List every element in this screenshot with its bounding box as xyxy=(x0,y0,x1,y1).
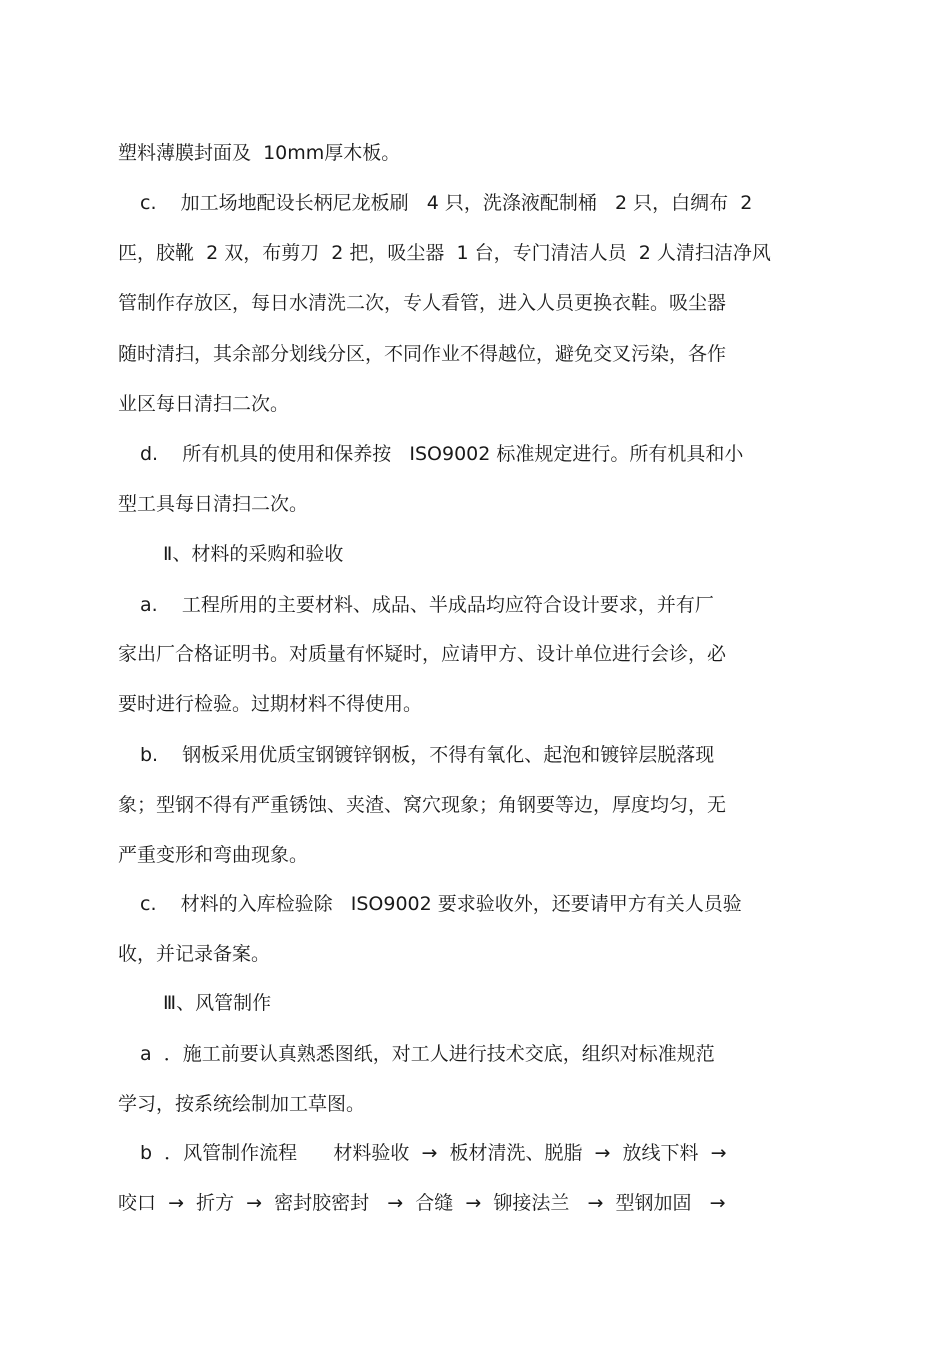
text-line: 要时进行检验。过期材料不得使用。 xyxy=(118,693,423,715)
text-line: 型工具每日清扫二次。 xyxy=(118,493,309,515)
section-heading: Ⅱ、材料的采购和验收 xyxy=(163,543,344,565)
section-heading: Ⅲ、风管制作 xyxy=(163,992,272,1014)
text-line: 学习，按系统绘制加工草图。 xyxy=(118,1093,366,1115)
text-line: 塑料薄膜封面及 10mm厚木板。 xyxy=(118,142,401,164)
text-line: 严重变形和弯曲现象。 xyxy=(118,844,309,866)
text-line: 象；型钢不得有严重锈蚀、夹渣、窝穴现象；角钢要等边，厚度均匀，无 xyxy=(118,794,727,816)
text-line: b ．风管制作流程 材料验收 → 板材清洗、脱脂 → 放线下料 → xyxy=(140,1142,727,1164)
text-line: 咬口 → 折方 → 密封胶密封 → 合缝 → 铆接法兰 → 型钢加固 → xyxy=(118,1192,726,1214)
text-line: 业区每日清扫二次。 xyxy=(118,393,290,415)
text-line: a ．施工前要认真熟悉图纸，对工人进行技术交底，组织对标准规范 xyxy=(140,1043,715,1065)
text-line: c. 加工场地配设长柄尼龙板刷 4 只，洗涤液配制桶 2 只，白绸布 2 xyxy=(140,192,753,214)
text-line: 随时清扫，其余部分划线分区，不同作业不得越位，避免交叉污染，各作 xyxy=(118,343,727,365)
text-line: d. 所有机具的使用和保养按 ISO9002 标准规定进行。所有机具和小 xyxy=(140,443,744,465)
text-line: a. 工程所用的主要材料、成品、半成品均应符合设计要求，并有厂 xyxy=(140,594,714,616)
text-line: b. 钢板采用优质宝钢镀锌钢板，不得有氧化、起泡和镀锌层脱落现 xyxy=(140,744,715,766)
text-line: 收，并记录备案。 xyxy=(118,943,271,965)
text-line: c. 材料的入库检验除 ISO9002 要求验收外，还要请甲方有关人员验 xyxy=(140,893,742,915)
text-line: 匹，胶靴 2 双，布剪刀 2 把，吸尘器 1 台，专门清洁人员 2 人清扫洁净风 xyxy=(118,242,771,264)
text-line: 家出厂合格证明书。对质量有怀疑时，应请甲方、设计单位进行会诊，必 xyxy=(118,643,727,665)
text-line: 管制作存放区，每日水清洗二次，专人看管，进入人员更换衣鞋。吸尘器 xyxy=(118,292,727,314)
